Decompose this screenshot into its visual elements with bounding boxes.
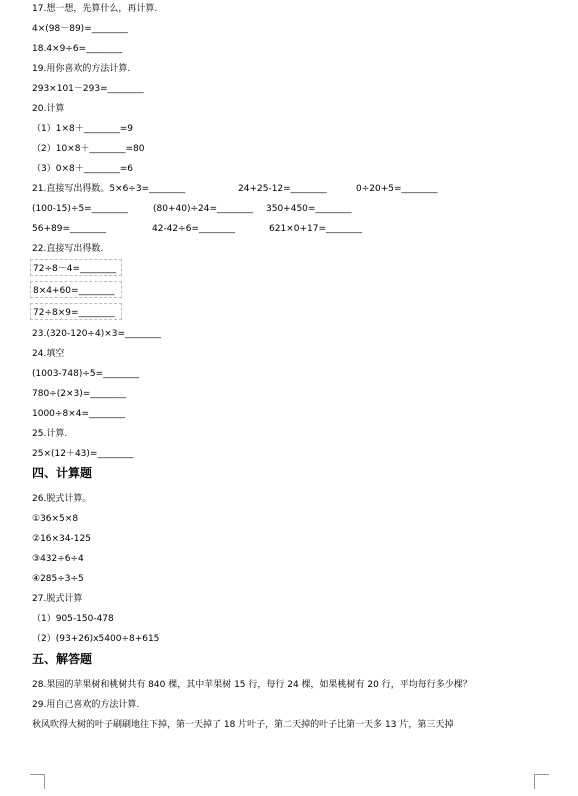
q21-item-h: 42-42÷6=________ [152, 224, 235, 234]
q17-expression: 4×(98－89)=________ [32, 24, 128, 34]
q18-expression: 18.4×9÷6=________ [32, 44, 123, 54]
q24-item-3: 1000÷8×4=________ [32, 409, 125, 419]
q25-title: 25.计算. [32, 429, 68, 439]
q20-item-1: （1）1×8＋________=9 [32, 124, 133, 134]
q26-item-4: ④285÷3÷5 [32, 574, 84, 584]
page-corner-mark-right [534, 774, 549, 789]
q21-item-d: (100-15)÷5=________ [32, 204, 128, 214]
q27-item-1: （1）905-150-478 [32, 614, 114, 624]
q22-box-1 [30, 259, 122, 276]
q21-item-f: 350+450=________ [266, 204, 352, 214]
q29-title: 29.用自己喜欢的方法计算. [32, 700, 140, 710]
q21-item-e: (80+40)÷24=________ [153, 204, 254, 214]
q17-title: 17.想一想，先算什么，再计算. [32, 4, 158, 14]
q26-title: 26.脱式计算。 [32, 494, 92, 504]
q25-expression: 25×(12＋43)=________ [32, 449, 134, 459]
q20-item-2: （2）10×8＋________=80 [32, 144, 145, 154]
q22-item-1: 72÷8－4=________ [33, 264, 116, 274]
q19-title: 19.用你喜欢的方法计算. [32, 64, 131, 74]
q27-title: 27.脱式计算 [32, 594, 83, 604]
q21-item-a: 21.直接写出得数。5×6÷3=________ [32, 184, 186, 194]
q24-item-2: 780÷(2×3)=________ [32, 389, 127, 399]
q27-item-2: （2）(93+26)x5400÷8+615 [32, 634, 160, 644]
q20-title: 20.计算 [32, 104, 65, 114]
q22-title: 22.直接写出得数. [32, 244, 104, 254]
q21-item-g: 56+89=________ [32, 224, 106, 234]
q28-text: 28.果园的苹果树和桃树共有 840 棵，其中苹果树 15 行，每行 24 棵，如果桃树有 20 行，平均每行多少棵？ [32, 680, 472, 690]
q29-text: 秋风吹得大树的叶子刷刷地往下掉，第一天掉了 18 片叶子，第二天掉的叶子比第一天多 13 片，第三天掉 [32, 720, 454, 730]
q24-title: 24.填空 [32, 349, 65, 359]
section-4-heading: 四、计算题 [32, 466, 93, 480]
q21-item-b: 24+25-12=________ [238, 184, 327, 194]
q26-item-1: ①36×5×8 [32, 514, 79, 524]
q24-item-1: (1003-748)÷5=________ [32, 369, 140, 379]
q22-box-2 [30, 281, 122, 298]
q19-expression: 293×101－293=________ [32, 84, 144, 94]
q21-item-c: 0÷20+5=________ [356, 184, 438, 194]
q22-box-3 [30, 303, 122, 320]
q22-item-2: 8×4+60=________ [33, 286, 115, 296]
q21-item-i: 621×0+17=________ [269, 224, 362, 234]
page-corner-mark-left [30, 774, 45, 789]
section-5-heading: 五、解答题 [32, 652, 93, 666]
q20-item-3: （3）0×8＋________=6 [32, 164, 133, 174]
q26-item-3: ③432÷6÷4 [32, 554, 84, 564]
q23-expression: 23.(320-120÷4)×3=________ [32, 329, 162, 339]
q22-item-3: 72÷8×9=________ [33, 308, 115, 318]
q26-item-2: ②16×34-125 [32, 534, 91, 544]
